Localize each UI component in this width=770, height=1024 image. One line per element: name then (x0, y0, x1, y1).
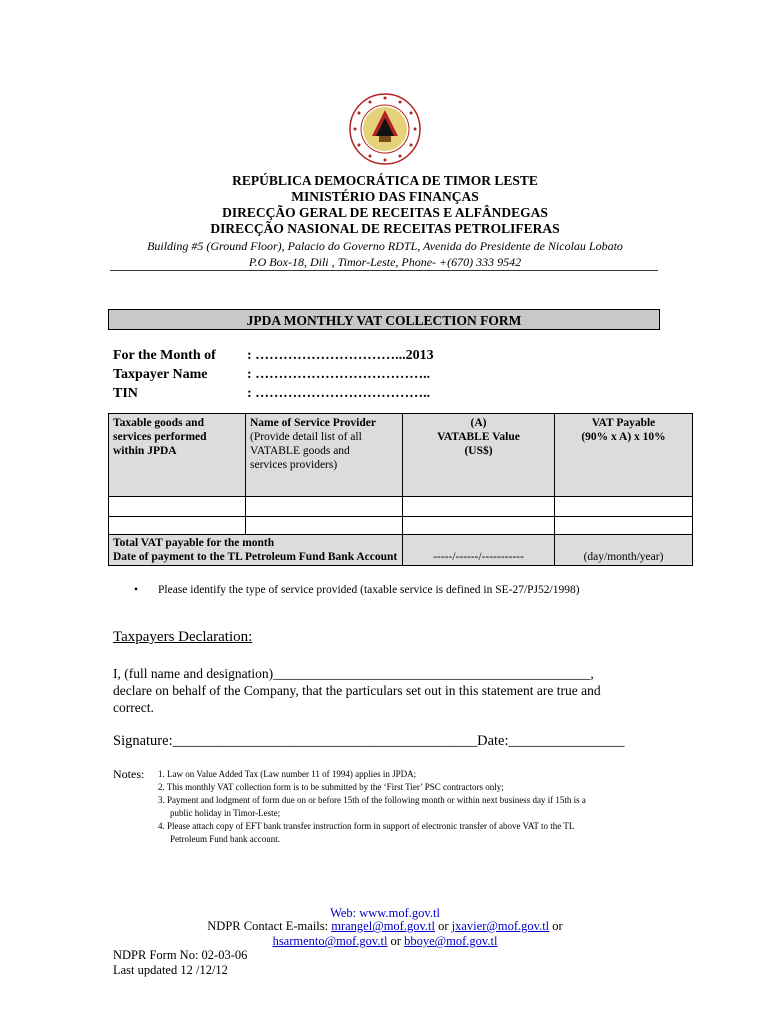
footer-contacts-2 (0, 934, 770, 949)
header-pobox: P.O Box-18, Dili , Timor-Leste, Phone- +(670) 333 9542 (248, 255, 522, 269)
header-divider (110, 270, 658, 271)
note-3: 3. Payment and lodgment of form due on or before 15th of the following month or within next business day if 15th is a (158, 795, 586, 805)
declaration-heading: Taxpayers Declaration: (113, 629, 253, 645)
declaration-line-1[interactable]: I, (full name and designation)_______________________________________________, (113, 666, 594, 681)
header-line-4: DIRECÇÃO NASIONAL DE RECEITAS PETROLIFERAS (210, 221, 560, 236)
last-updated: Last updated 12 /12/12 (113, 963, 228, 977)
declaration-line-3: correct. (113, 700, 154, 715)
form-number: NDPR Form No: 02-03-06 (113, 948, 248, 962)
table-cell[interactable] (403, 517, 555, 535)
col-vat-payable: VAT Payable (90% x A) x 10% (555, 414, 693, 497)
payment-label: Date of payment to the TL Petroleum Fund Bank Account (113, 551, 398, 563)
payment-date-placeholder[interactable]: -----/------/----------- (433, 551, 524, 563)
date-format: (day/month/year) (583, 551, 664, 563)
email-link-hsarmento[interactable]: hsarmento@mof.gov.tl (272, 934, 388, 948)
contact-prefix: NDPR Contact E-mails: (207, 919, 332, 933)
table-header-row (109, 414, 693, 497)
field-month-value[interactable]: : …………………………...2013 (247, 348, 434, 363)
header-line-2: MINISTÉRIO DAS FINANÇAS (291, 189, 479, 204)
field-taxpayer-label: Taxpayer Name (113, 367, 208, 382)
table-cell[interactable] (555, 517, 693, 535)
footer-web: Web: www.mof.gov.tl (330, 906, 440, 920)
col-vatable-value: (A) VATABLE Value (US$) (403, 414, 555, 497)
field-month-label: For the Month of (113, 348, 216, 363)
field-tin-label: TIN (113, 386, 138, 401)
total-and-payment-labels (109, 535, 403, 566)
table-row[interactable] (109, 517, 693, 535)
note-2: 2. This monthly VAT collection form is to be submitted by the ‘First Tier’ PSC contractors only; (158, 782, 504, 792)
table-row[interactable] (109, 497, 693, 517)
email-link-mrangel[interactable]: mrangel@mof.gov.tl (331, 919, 435, 933)
table-cell[interactable] (246, 497, 403, 517)
note-4: 4. Please attach copy of EFT bank transfer instruction form in support of electronic transfer of above VAT to the TL (158, 821, 575, 831)
header-address: Building #5 (Ground Floor), Palacio do Governo RDTL, Avenida do Presidente de Nicolau Lobato (147, 239, 623, 253)
declaration-line-2: declare on behalf of the Company, that the particulars set out in this statement are true and (113, 683, 601, 698)
vat-table (108, 413, 693, 566)
col-taxable-goods: Taxable goods and services performed within JPDA (109, 414, 246, 497)
or-text: or (387, 934, 405, 948)
table-cell[interactable] (109, 517, 246, 535)
table-cell[interactable] (246, 517, 403, 535)
signature-line[interactable]: Signature:__________________________________________Date:________________ (113, 733, 625, 749)
email-link-jxavier[interactable]: jxavier@mof.gov.tl (451, 919, 550, 933)
government-seal (348, 92, 422, 166)
notes-label: Notes: (113, 767, 145, 781)
header-line-1: REPÚBLICA DEMOCRÁTICA DE TIMOR LESTE (232, 173, 538, 188)
total-label: Total VAT payable for the month (113, 537, 275, 549)
note-4-cont: Petroleum Fund bank account. (170, 834, 280, 844)
table-cell[interactable] (555, 497, 693, 517)
field-taxpayer-value[interactable]: : ……………………………….. (247, 367, 431, 382)
bullet-text: Please identify the type of service provided (taxable service is defined in SE-27/PJ52/1998) (158, 584, 580, 596)
col-service-provider: Name of Service Provider (Provide detail list of all VATABLE goods and services providers) (246, 414, 403, 497)
or-text: or (549, 919, 563, 933)
or-text: or (434, 919, 452, 933)
header-line-3: DIRECÇÃO GERAL DE RECEITAS E ALFÂNDEGAS (222, 205, 548, 220)
table-cell[interactable] (109, 497, 246, 517)
payment-date-cell[interactable] (403, 535, 555, 566)
table-cell[interactable] (403, 497, 555, 517)
footer-contacts (0, 919, 770, 934)
note-3-cont: public holiday in Timor-Leste; (170, 808, 281, 818)
bullet-icon: • (134, 584, 139, 596)
total-row (109, 535, 693, 566)
date-format-cell (555, 535, 693, 566)
email-link-bboye[interactable]: bboye@mof.gov.tl (404, 934, 498, 948)
field-tin-value[interactable]: : ……………………………….. (247, 386, 431, 401)
note-1: 1. Law on Value Added Tax (Law number 11 of 1994) applies in JPDA; (158, 769, 417, 779)
form-title: JPDA MONTHLY VAT COLLECTION FORM (108, 309, 660, 330)
